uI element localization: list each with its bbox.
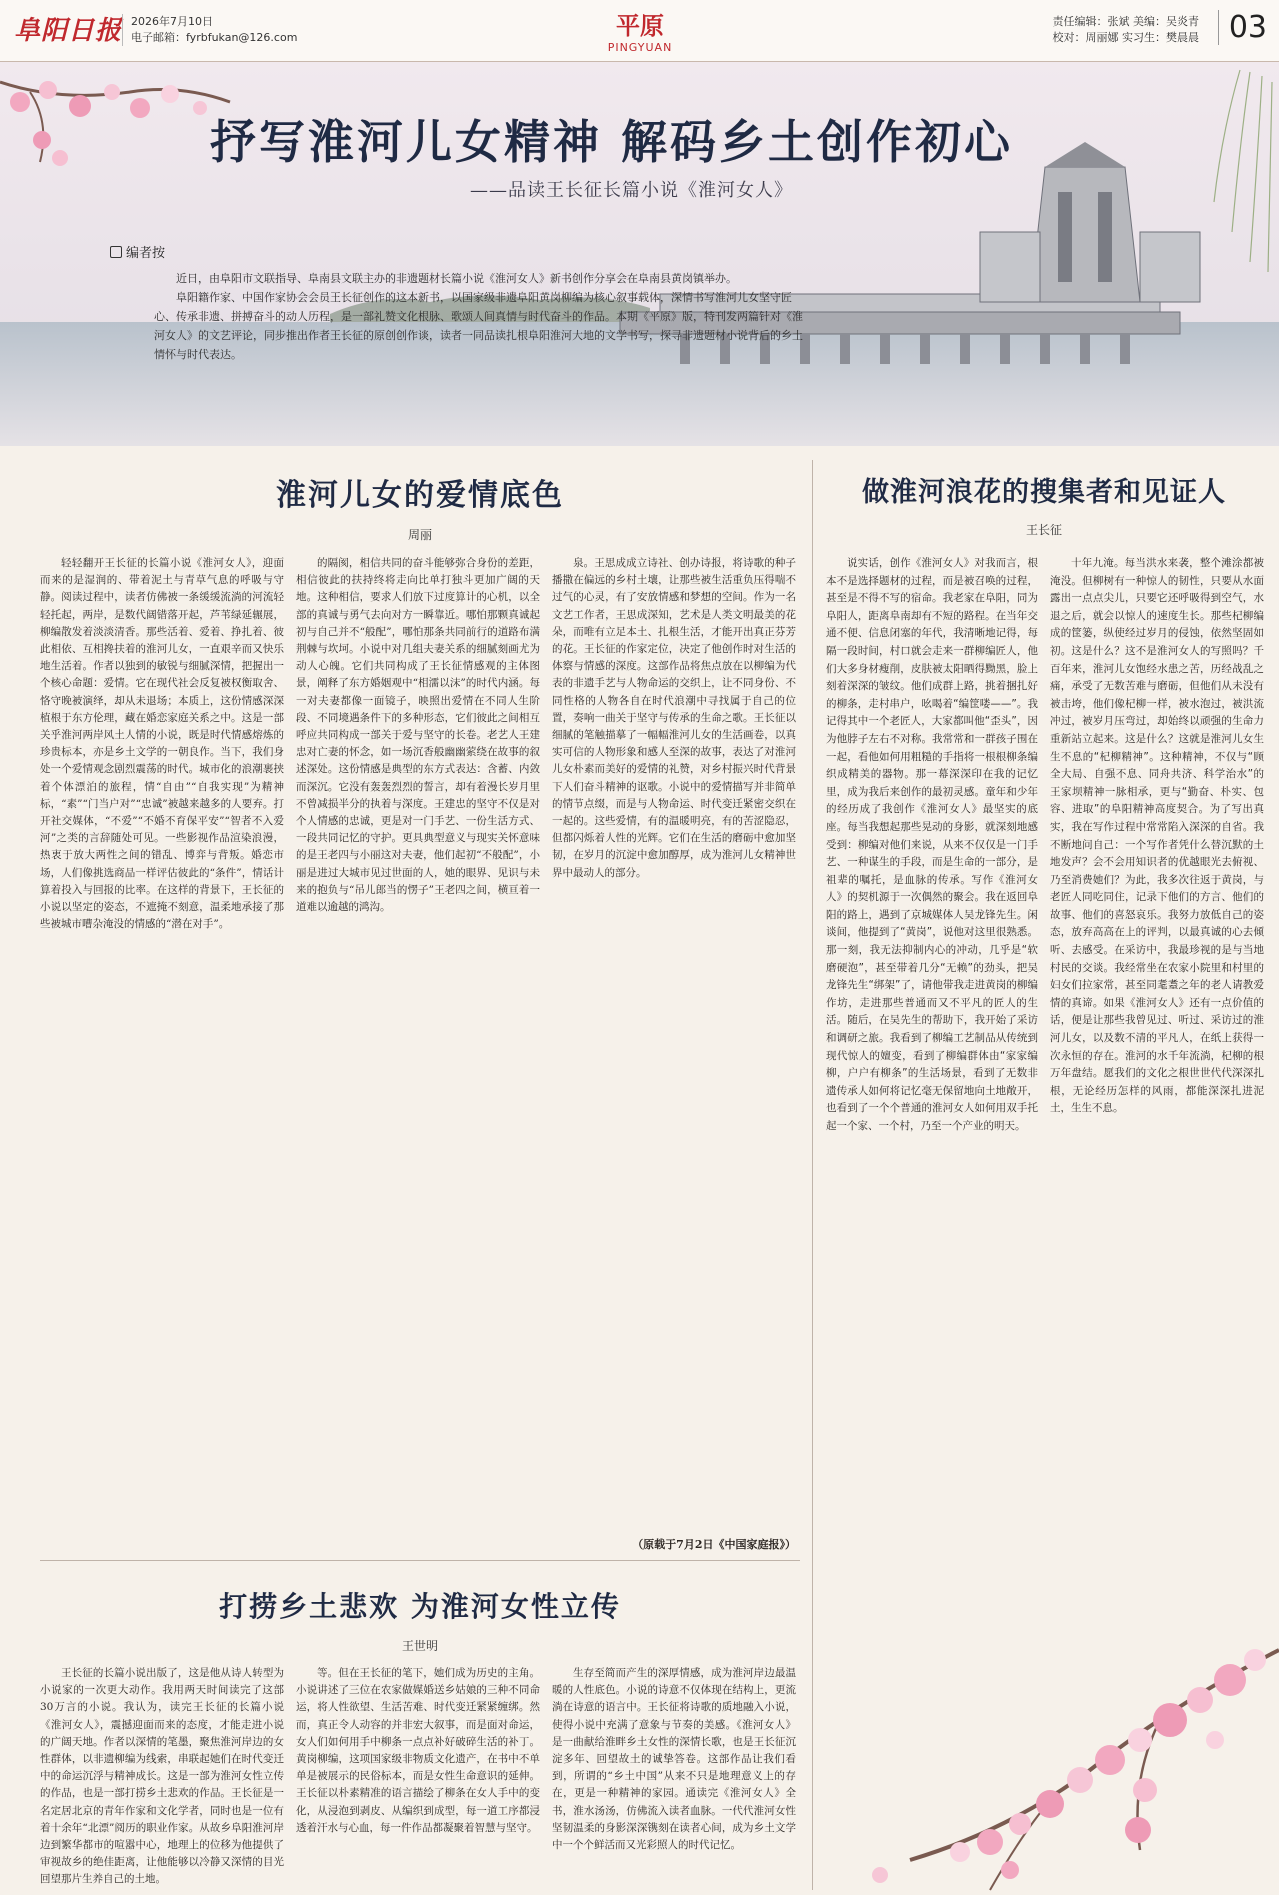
issue-info: [122, 14, 297, 46]
editor-credits: [1053, 14, 1200, 46]
divider: [40, 1560, 800, 1561]
article-love: [40, 470, 800, 543]
article-women: [40, 1585, 800, 1654]
article-author-note-column-2: [1050, 555, 1264, 1615]
article-paragraph: 轻轻翻开王长征的长篇小说《淮河女人》，迎面而来的是湿润的、带着泥土与青草气息的呼吸与守静。阅读过程中，读者仿佛被一条缓缓流淌的河流轻轻托起，两岸，是数代阔错落开起，芦苇绿延辗展，柳编散发着淡淡清香。那些活着、爱着、挣扎着、彼此相依、互相搀扶着的淮河儿女，一直艰辛而又快乐地生活着。作者以独到的敏锐与细腻深情，把握出一个核心命题：爱情。它在现代社会反复被权衡取舍、恪守晚被演绎，却从未退场；本质上，这份情感深深植根于东方伦理，藏在婚恋家庭关系之中。这是一部关乎淮河两岸风土人情的小说，既是时代情感熔炼的珍贵标本，亦是乡土文学的一朝良作。当下，我们身处一个爱情观念剧烈震荡的时代。城市化的浪潮裹挟着个体漂泊的旅程，情“自由”“自我实现”为精神标，“素”“门当户对”“忠诚”被越来越多的人要弃。打开社交媒体，“不爱”“不婚不育保平安”“智者不入爱河”之类的言辞随处可见。一些影视作品渲染浪漫，热衷于放大两性之间的错乱、博弈与背叛。婚恋市场，人们像挑选商品一样评估彼此的“条件”，情话计算着投入与回报的比率。在这样的背景下，王长征的小说以坚定的姿态，不遮掩不刻意，温柔地承接了那些被城市嘈杂淹没的情感的“潜在对手”。: [40, 557, 284, 931]
editor-credits-line2: 校对：周丽娜 实习生：樊晨晨: [1052, 31, 1199, 44]
article-title: 打捞乡土悲欢 为淮河女性立传: [219, 1590, 621, 1623]
newspaper-logo: 阜阳日报: [14, 16, 123, 46]
article-paragraph: 等。但在王长征的笔下，她们成为历史的主角。小说讲述了三位在农家做媒婚送乡姑娘的三种不同命运，将人性欲望、生活苦难、时代变迁紧紧缠绑。然而，真正令人动容的并非宏大叙事，而是面对命运，女人们如何用手中柳条一点点补好破碎生活的补丁。黄岗柳编，这项国家级非物质文化遗产，在书中不单单是被展示的民俗标本，而是女性生命意识的延伸。王长征以朴素精准的语言描绘了柳条在女人手中的变化，从浸泡到剥皮、从编织到成型，每一道工序都浸透着汗水与心血，每一件作品都凝聚着智慧与坚守。: [296, 1667, 540, 1834]
article-paragraph: 十年九淹。每当洪水来袭，整个滩涂都被淹没。但柳树有一种惊人的韧性，只要从水面露出一点点尖儿，只要它还呼吸得到空气，水退之后，就会以惊人的速度生长。那些杞柳编成的筐篓，纵使经过岁月的侵蚀，依然坚固如初。这是什么？这不是淮河女人的写照吗？千百年来，淮河儿女饱经水患之苦，历经战乱之痛，承受了无数苦难与磨砺，但他们从未没有被击垮，他们像杞柳一样，被水泡过，被洪流冲过，被岁月压弯过，却始终以顽强的生命力重新站立起来。这是什么？这就是淮河儿女生生不息的“杞柳精神”。这种精神，不仅与“顾全大局、自强不息、同舟共济、科学治水”的王家坝精神一脉相承，更与“勤奋、朴实、包容、进取”的阜阳精神高度契合。为了写出真实，我在写作过程中常常陷入深深的自省。我不断地问自己：一个写作者凭什么替沉默的土地发声？会不会用知识者的优越眼光去俯视、乃至消费她们？为此，我多次往返于黄岗，与老匠人同吃同住，记录下他们的方言、他们的故事、他们的喜怒哀乐。我努力放低自己的姿态，放弃高高在上的评判，以最真诚的心去倾听、去感受。在采访中，我最珍视的是与当地村民的交谈。我经常坐在农家小院里和村里的妇女们拉家常，甚至同耄耋之年的老人请教爱情的真谛。如果《淮河女人》还有一点价值的话，便是让那些我曾见过、听过、采访过的淮河儿女，以及数不清的平凡人，在纸上获得一次永恒的存在。淮河的水千年流淌，杞柳的根万年盘结。愿我们的文化之根世世代代深深扎根，无论经历怎样的风雨，都能深深扎进泥土，生生不息。: [1050, 557, 1264, 1115]
article-title: 做淮河浪花的搜集者和见证人: [862, 477, 1226, 508]
blossom-decoration: [760, 1590, 1279, 1895]
section-name-en: PINGYUAN: [607, 41, 673, 54]
editor-note-text: [154, 269, 810, 364]
article-love-column-1: [40, 555, 284, 1565]
article-paragraph: 王长征的长篇小说出版了，这是他从诗人转型为小说家的一次更大动作。我用两天时间读完了这部30万言的小说。我认为，读完王长征的长篇小说《淮河女人》，震撼迎面而来的态度，才能走进小说的广阔天地。作者以深情的笔墨，聚焦淮河岸边的女性群体，以非遗柳编为线索，串联起她们在时代变迁中的命运沉浮与精神成长。这是一部为淮河女性立传的作品，也是一部打捞乡土悲欢的作品。王长征是一名定居北京的青年作家和文化学者，同时也是一位有着十余年“北漂”阅历的职业作家。从故乡阜阳淮河岸边到繁华都市的喧嚣中心，地理上的位移为他提供了审视故乡的绝佳距离，让他能够以冷静又深情的目光回望那片生养自己的土地。: [40, 1667, 284, 1886]
page-subheadline: ——品读王长征长篇小说《淮河女人》: [470, 180, 793, 201]
editor-note-paragraph: 近日，由阜阳市文联指导、阜南县文联主办的非遗题材长篇小说《淮河女人》新书创作分享会在阜南县黄岗镇举办。: [176, 272, 737, 285]
article-author: 王长征: [1025, 523, 1062, 537]
editor-credits-line1: 责任编辑：张斌 美编：吴炎青: [1052, 15, 1199, 28]
masthead: [0, 0, 1279, 62]
document-icon: [110, 246, 122, 258]
article-source: （原载于7月2日《中国家庭报》）: [632, 1538, 796, 1551]
editor-note-label: [110, 242, 810, 261]
article-love-column-3: [552, 555, 796, 1565]
article-author: 周丽: [407, 528, 432, 542]
article-paragraph: 说实话，创作《淮河女人》对我而言，根本不是选择题材的过程，而是被召唤的过程，甚至是不得不写的宿命。我老家在阜阳，同为阜阳人，距离阜南却有不短的路程。在当年交通不便、信息闭塞的年代，我清晰地记得，每隔一段时间，村口就会走来一群柳编匠人，他们大多身材瘦削，皮肤被太阳晒得黝黑，脸上刻着深深的皱纹。他们成群上路，挑着捆扎好的柳条，走村串户，吆喝着“编筐喽——”。我记得其中一个老匠人，大家都叫他“歪头”，因为他脖子左右不对称。我常常和一群孩子围在一起，看他如何用粗糙的手指将一根根柳条编织成精美的器物。那一幕深深印在我的记忆里，成为我后来创作的最初灵感。童年和少年的经历成了我创作《淮河女人》最坚实的底座。每当我想起那些晃动的身影，就深刻地感受到：柳编对他们来说，从来不仅仅是一门手艺、一种谋生的手段，而是生命的一部分，是祖辈的嘱托，是血脉的传承。写作《淮河女人》的契机源于一次偶然的聚会。我在返回阜阳的路上，遇到了京城媒体人吴龙锋先生。闲谈间，他提到了“黄岗”，说他对这里很熟悉。那一刻，我无法抑制内心的冲动，几乎是“软磨硬泡”，甚至带着几分“无赖”的劲头，把吴龙锋先生“绑架”了，请他带我走进黄岗的柳编作坊，走进那些普通而又不平凡的匠人的生活。随后，在吴先生的帮助下，我开始了采访和调研之旅。我看到了柳编工艺制品从传统到现代惊人的嬗变，看到了柳编群体由“家家编柳，户户有柳条”的生活场景，看到了无数非遗传承人如何将记忆毫无保留地向土地敞开，也看到了一个个普通的淮河女人如何用双手托起一个家、一个村，乃至一个产业的明天。: [826, 557, 1038, 1132]
section-name: 平原: [616, 11, 664, 40]
article-paragraph: 泉。王思成成立诗社、创办诗报，将诗歌的种子播撒在偏远的乡村土壤，让那些被生活重负压得喘不过气的心灵，有了安放情感和梦想的空间。作为一名文艺工作者，王思成深知，艺术是人类文明最美的花朵，而唯有立足本土、扎根生活，才能开出真正芬芳的花。王长征的作家定位，决定了他创作时对生活的体察与情感的深度。这部作品将焦点放在以柳编为代表的非遗手艺与人物命运的交织上，让不同身份、不同性格的人物各自在时代浪潮中寻找属于自己的位置，奏响一曲关于坚守与传承的生命之歌。王长征以细腻的笔触描摹了一幅幅淮河儿女的生活画卷，以真实可信的人物形象和感人至深的故事，表达了对淮河儿女朴素而美好的爱情的礼赞，对乡村振兴时代背景下人们奋斗精神的讴歌。小说中的爱情描写并非简单的情节点缀，而是与人物命运、时代变迁紧密交织在一起的。这些爱情，有的温暖明亮，有的苦涩隐忍，但都闪烁着人性的光辉。它们在生活的磨砺中愈加坚韧，在岁月的沉淀中愈加醇厚，成为淮河儿女精神世界中最动人的部分。: [552, 557, 796, 879]
editor-note-paragraph: 阜阳籍作家、中国作家协会会员王长征创作的这本新书，以国家级非遗阜阳黄岗柳编为核心叙事载体，深情书写淮河儿女坚守匠心、传承非遗、拼搏奋斗的动人历程，是一部礼赞文化根脉、歌颂人间真情与时代奋斗的作品。本期《平原》版，特刊发两篇针对《淮河女人》的文艺评论，同步推出作者王长征的原创创作谈，读者一同品读扎根阜阳淮河大地的文学书写，探寻非遗题材小说背后的乡土情怀与时代表达。: [154, 291, 803, 361]
article-author: 王世明: [401, 1639, 438, 1653]
issue-date: 2026年7月10日: [131, 15, 213, 28]
issue-email: 电子邮箱：fyrbfukan@126.com: [131, 31, 298, 44]
article-women-column-1: [40, 1665, 284, 1890]
article-paragraph: 生存至简而产生的深厚情感，成为淮河岸边最温暖的人性底色。小说的诗意不仅体现在结构上，更流淌在诗意的语言中。王长征将诗歌的质地融入小说，使得小说中充满了意象与节奏的美感。《淮河女人》是一曲献给淮畔乡土女性的深情长歌，也是王长征沉淀多年、回望故土的诚挚答卷。这部作品让我们看到，所谓的“乡土中国”从来不只是地理意义上的存在，更是一种精神的家园。通读完《淮河女人》全书，淮水汤汤，仿佛流入读者血脉。一代代淮河女性坚韧温柔的身影深深镌刻在读者心间，成为乡土文学中一个个鲜活而又光彩照人的时代记忆。: [552, 1667, 796, 1852]
section-header: [560, 6, 720, 54]
article-paragraph: 的隔阂，相信共同的奋斗能够弥合身份的差距，相信彼此的扶持终将走向比单打独斗更加广阔的天地。这种相信，要求人们放下过度算计的心机，以全部的真诚与勇气去向对方一瞬靠近。哪怕那颗真诚起初与自己并不“般配”，哪怕那条共同前行的道路布满荆棘与坎坷。小说中对几组夫妻关系的细腻刻画尤为动人心魄。它们共同构成了王长征情感观的主体图景，阐释了东方婚姻观中“相濡以沫”的时代内涵。每一对夫妻都像一面镜子，映照出爱情在不同人生阶段、不同境遇条件下的多种形态，它们彼此之间相互呼应共同构成一部关于爱与坚守的长卷。老艺人王建忠对亡妻的怀念，如一场沉香般幽幽萦绕在故事的叙述深处。这份情感是典型的东方式表达：含蓄、内敛而深沉。它没有轰轰烈烈的誓言，却有着漫长岁月里不曾减损半分的执着与深度。王建忠的坚守不仅是对个人情感的忠诚，更是对一门手艺、一份生活方式、一段共同记忆的守护。更具典型意义与现实关怀意味的是王老四与小丽这对夫妻，他们起初“不般配”，小丽是进过大城市见过世面的人，她的眼界、见识与未来的抱负与“吊儿郎当的愣子”王老四之间，横亘着一道难以逾越的鸿沟。: [296, 557, 540, 914]
page-number: 03: [1218, 10, 1267, 45]
article-author-note: [824, 470, 1264, 538]
editor-note: [110, 242, 810, 370]
hero-banner: [0, 62, 1279, 446]
article-women-column-2: [296, 1665, 540, 1890]
article-title: 淮河儿女的爱情底色: [276, 478, 564, 513]
editor-note-title: 编者按: [126, 246, 166, 261]
page-headline: 抒写淮河儿女精神 解码乡土创作初心: [210, 115, 1014, 169]
article-love-column-2: [296, 555, 540, 1565]
